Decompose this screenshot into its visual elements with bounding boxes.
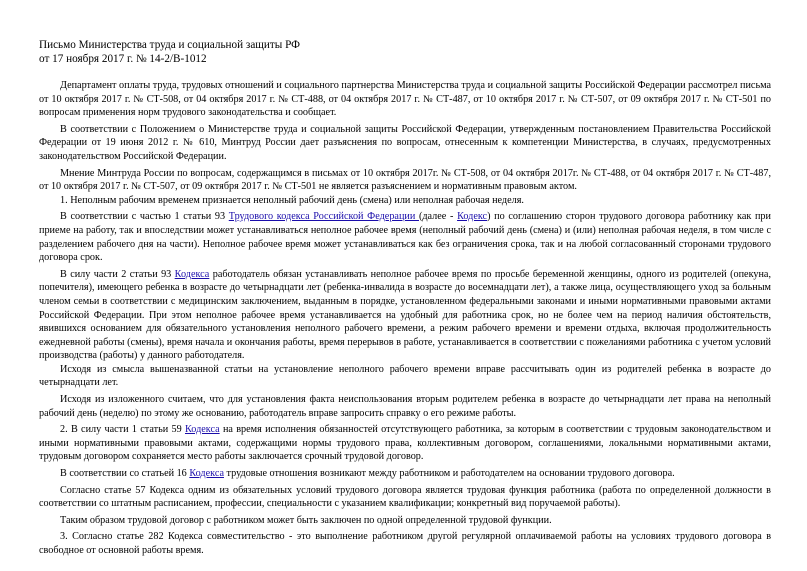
paragraph-5 [39,210,771,264]
paragraph-6-text-b: работодатель обязан устанавливать неполное рабочее время по просьбе беременной женщины, одного из родителей (опекуна, попечителя), имеющего ребенка в возрасте до четырнадцати лет (ребенка-инвалида в возрасте до восемнадцати лет), а также лица, осуществляющего уход за больным членом семьи в соответствии с медицинским заключением, выданным в порядке, установленном федеральными законами и иными нормативными правовыми актами Российской Федерации. При этом неполное рабочее время устанавливается на удобный для работника срок, но не более чем на период наличия обстоятельств, явившихся основанием для обязательного установления неполного рабочего времени, а режим рабочего времени и времени отдыха, включая продолжительность ежедневной работы (смены), время начала и окончания работы, время перерывов в работе, устанавливается в соответствии с пожеланиями работника с учетом условий производства (работы) у данного работодателя. [39,268,771,362]
paragraph-10 [39,467,771,481]
paragraph-4: 1. Неполным рабочим временем признается неполный рабочий день (смена) или неполная рабочая неделя. [60,194,524,206]
paragraph-5-text-a: В соответствии с частью 1 статьи 93 [60,211,229,223]
document-body [39,79,771,558]
paragraph-10-text-b: трудовые отношения возникают между работником и работодателем на основании трудового договора. [223,468,675,480]
paragraph-6-text-a: В силу части 2 статьи 93 [60,268,175,280]
paragraph-9-text-b: на время исполнения обязанностей отсутствующего работника, за которым в соответствии с трудовым законодательством и иными нормативными правовыми актами, содержащими нормы трудового права, коллективным договором, соглашениями, локальными нормативными актами, трудовым договором сохраняется место работы заключается срочный трудовой договор. [39,424,771,463]
paragraph-7: Исходя из смысла вышеназванной статьи на установление неполного рабочего времени вправе рассчитывать один из родителей ребенка в возрасте до четырнадцати лет. [39,363,771,389]
paragraph-9 [39,423,771,464]
labor-code-link[interactable]: Трудового кодекса Российской Федерации [228,211,419,223]
paragraph-10-text-a: В соответствии со статьей 16 [60,468,190,480]
paragraph-1: Департамент оплаты труда, трудовых отношений и социального партнерства Министерства труда и социальной защиты Российской Федерации рассмотрел письма от 10 октября 2017 г. № СТ-508, от 04 октября 2017 г. № СТ-488, от 04 октября 2017 г. № СТ-487, от 10 октября 2017 г. № СТ-507, от 09 октября 2017 г. № СТ-501 по вопросам применения норм трудового законодательства и сообщает. [39,80,771,119]
paragraph-3: Мнение Минтруда России по вопросам, содержащимся в письмах от 10 октября 2017г. № СТ-508, от 04 октября 2017г. № СТ-488, от 04 октября 2017 г. № СТ-487, от 10 октября 2017 г. № СТ-507, от 09 октября 2017 г. № СТ-501 не является разъяснением и нормативным правовым актом. [39,167,771,193]
title-line-1: Письмо Министерства труда и социальной защиты РФ [39,39,300,51]
document-title [39,38,771,66]
paragraph-5-text-b: (далее - [418,211,458,223]
paragraph-12: Таким образом трудовой договор с работником может быть заключен по одной определенной трудовой функции. [60,514,552,526]
paragraph-9-text-a: 2. В силу части 1 статьи 59 [60,424,185,436]
paragraph-5-text-c: ) по соглашению сторон трудового договора работнику как при приеме на работу, так и впоследствии может устанавливаться неполное рабочее время (неполный рабочий день (смена) и (или) неполная рабочая неделя, в том числе с разделением рабочего дня на части). Неполное рабочее время может устанавливаться как без ограничения срока, так и на любой согласованный сторонами трудового договора срок. [39,211,771,264]
code-link[interactable]: Кодекса [184,424,220,436]
code-link[interactable]: Кодекса [174,268,210,280]
paragraph-6 [39,268,771,363]
code-link[interactable]: Кодекса [189,468,224,480]
paragraph-11: Согласно статье 57 Кодекса одним из обязательных условий трудового договора является трудовая функция работника (работа по определенной должности в соответствии со штатным расписанием, профессии, специальности с указанием квалификации; конкретный вид поручаемой работы). [39,484,771,510]
paragraph-13: 3. Согласно статье 282 Кодекса совместительство - это выполнение работником другой регулярной оплачиваемой работы на условиях трудового договора в свободное от основной работы время. [39,531,771,556]
paragraph-2: В соответствии с Положением о Министерстве труда и социальной защиты Российской Федерации, утвержденным постановлением Правительства Российской Федерации от 19 июня 2012 г. № 610, Минтруд России дает разъяснения по вопросам, отнесенным к компетенции Министерства, в случаях, предусмотренных законодательством Российской Федерации. [39,123,771,162]
code-link[interactable]: Кодекс [457,211,488,223]
title-line-2: от 17 ноября 2017 г. № 14-2/В-1012 [39,53,207,65]
paragraph-8: Исходя из изложенного считаем, что для установления факта неиспользования вторым родителем ребенка в возрасте до четырнадцати лет права на неполный рабочий день (неделю) по этому же основанию, работодатель вправе запросить справку о его режиме работы. [39,394,771,419]
